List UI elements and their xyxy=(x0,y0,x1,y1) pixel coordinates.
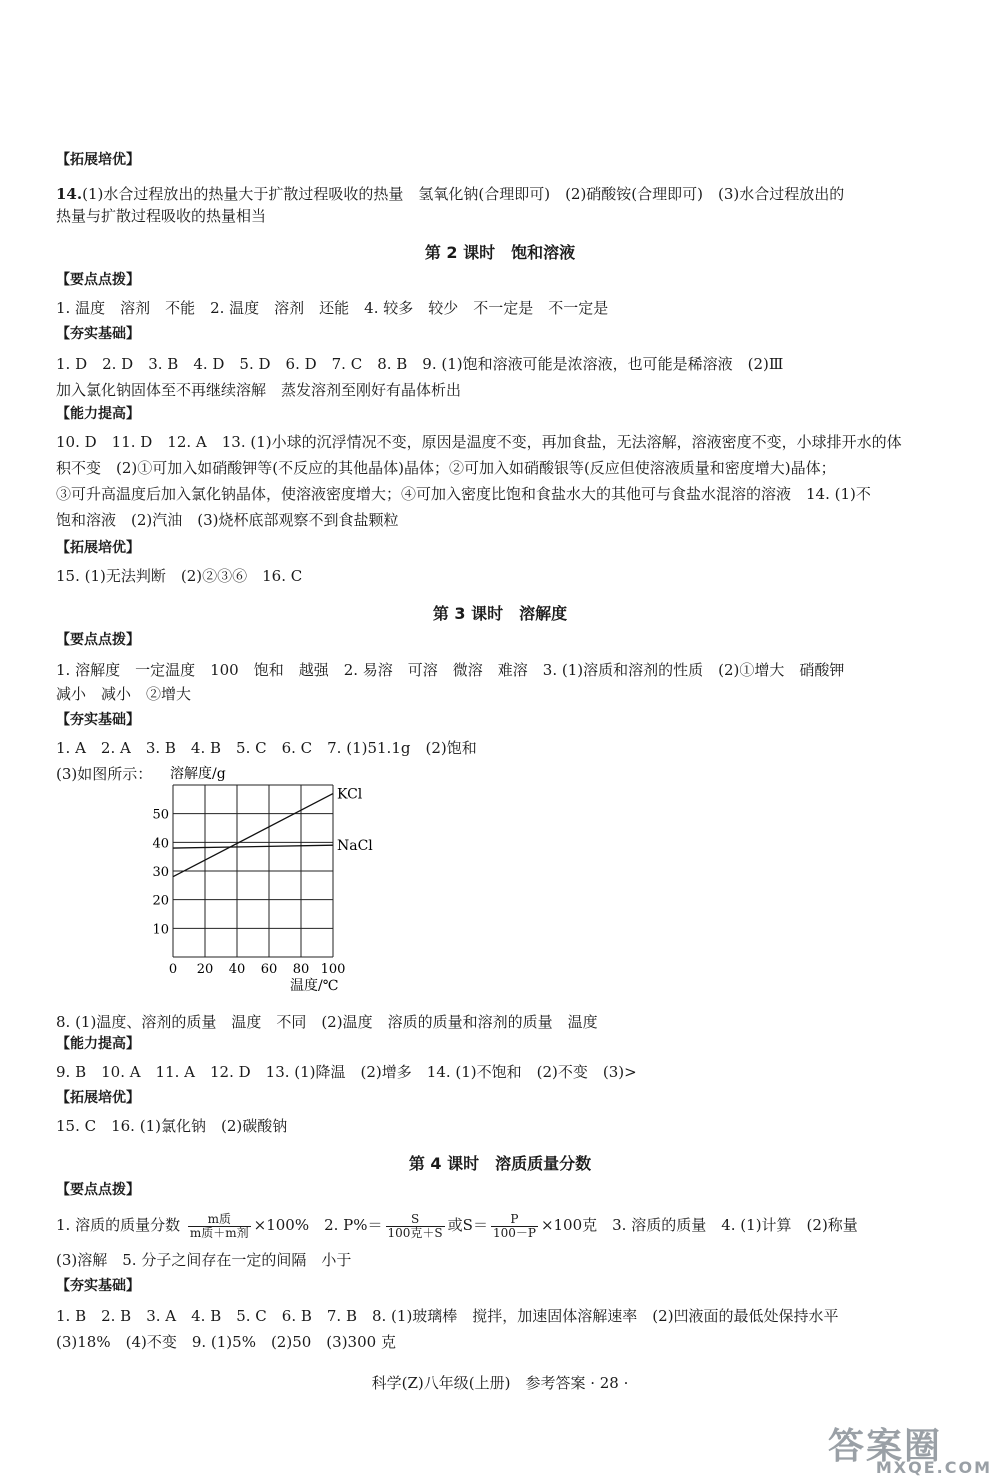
lesson-title: 第 2 课时 饱和溶液 xyxy=(424,243,576,262)
section-tag: 【要点点拨】 xyxy=(56,272,140,288)
lesson-title: 第 4 课时 溶质质量分数 xyxy=(408,1154,592,1173)
answer-line: 1. B 2. B 3. A 4. B 5. C 6. B 7. B 8. (1)玻璃棒 搅拌，加速固体溶解速率 (2)凹液面的最低处保持水平 xyxy=(56,1307,839,1325)
y-tick-label: 30 xyxy=(152,865,169,880)
answer-line: (3)如图所示： xyxy=(56,765,153,783)
fraction-denominator: m质＋m剂 xyxy=(189,1225,249,1240)
section-tag: 【拓展培优】 xyxy=(56,1090,140,1106)
watermark-url: MXQE.COM xyxy=(875,1458,992,1477)
percent-formula xyxy=(386,1213,445,1240)
watermark-text: 答案圈 xyxy=(828,1426,943,1467)
fraction-numerator: S xyxy=(386,1213,445,1227)
answer-line: 饱和溶液 (2)汽油 (3)烧杯底部观察不到食盐颗粒 xyxy=(56,511,399,529)
answer-line: 减小 减小 ②增大 xyxy=(56,685,192,703)
answer-line: (3)18% (4)不变 9. (1)5% (2)50 (3)300 克 xyxy=(56,1333,396,1351)
answer-line: 积不变 (2)①可加入如硝酸钾等(不反应的其他晶体)晶体；②可加入如硝酸银等(反应但使溶液质量和密度增大)晶体； xyxy=(56,459,836,477)
chart-ylabel: 溶解度/g xyxy=(170,766,226,782)
section-tag: 【要点点拨】 xyxy=(56,632,140,648)
series-line-kcl xyxy=(173,794,333,877)
answer-text: ×100% 2. P%＝ xyxy=(253,1216,383,1234)
answer-line: 1. D 2. D 3. B 4. D 5. D 6. D 7. C 8. B 9. (1)饱和溶液可能是浓溶液，也可能是稀溶液 (2)Ⅲ xyxy=(56,355,784,373)
answer-line: ③可升高温度后加入氯化钠晶体，使溶液密度增大；④可加入密度比饱和食盐水大的其他可与食盐水混溶的溶液 14. (1)不 xyxy=(56,485,871,503)
section-tag: 【拓展培优】 xyxy=(56,152,140,168)
section-tag: 【能力提高】 xyxy=(56,1036,140,1052)
series-line-nacl xyxy=(173,845,333,848)
section-tag: 【拓展培优】 xyxy=(56,540,140,556)
question-number: 14. xyxy=(56,185,83,203)
answer-line: 15. C 16. (1)氯化钠 (2)碳酸钠 xyxy=(56,1117,288,1135)
answer-line: 1. A 2. A 3. B 4. B 5. C 6. C 7. (1)51.1g (2)饱和 xyxy=(56,739,477,757)
y-tick-label: 40 xyxy=(152,836,169,852)
answer-line xyxy=(56,1210,858,1240)
solubility-formula xyxy=(491,1213,538,1240)
x-tick-label: 60 xyxy=(260,962,278,977)
mass-fraction-formula xyxy=(188,1213,251,1240)
answer-line: 8. (1)温度、溶剂的质量 温度 不同 (2)温度 溶质的质量和溶剂的质量 温度 xyxy=(56,1013,598,1031)
x-tick-label: 40 xyxy=(228,962,246,977)
fraction-numerator: m质 xyxy=(188,1213,251,1227)
chart-xlabel: 温度/℃ xyxy=(290,978,339,994)
answer-text: ×100克 3. 溶质的质量 4. (1)计算 (2)称量 xyxy=(540,1216,858,1234)
page-footer: 科学(Z)八年级(上册) 参考答案 · 28 · xyxy=(371,1374,629,1392)
answer-line: 加入氯化钠固体至不再继续溶解 蒸发溶剂至刚好有晶体析出 xyxy=(56,381,462,399)
answer-line: 1. 溶解度 一定温度 100 饱和 越强 2. 易溶 可溶 微溶 难溶 3. (1)溶质和溶剂的性质 (2)①增大 硝酸钾 xyxy=(56,661,845,679)
answer-line: 9. B 10. A 11. A 12. D 13. (1)降温 (2)增多 14. (1)不饱和 (2)不变 (3)> xyxy=(56,1063,637,1081)
y-tick-label: 10 xyxy=(152,922,169,938)
fraction-denominator: 100－P xyxy=(492,1225,536,1240)
x-tick-label: 0 xyxy=(168,962,178,977)
x-tick-label: 100 xyxy=(320,962,346,977)
answer-line: 15. (1)无法判断 (2)②③⑥ 16. C xyxy=(56,567,303,585)
watermark-logo xyxy=(826,1418,996,1478)
answer-line: 10. D 11. D 12. A 13. (1)小球的沉浮情况不变，原因是温度不变，再加食盐，无法溶解，溶液密度不变，小球排开水的体 xyxy=(56,433,902,451)
fraction-numerator: P xyxy=(491,1213,538,1227)
answer-line: 热量与扩散过程吸收的热量相当 xyxy=(56,207,267,225)
series-label-nacl: NaCl xyxy=(337,838,373,855)
answer-text: (1)水合过程放出的热量大于扩散过程吸收的热量 氢氧化钠(合理即可) (2)硝酸铵(合理即可) (3)水合过程放出的 xyxy=(82,185,845,203)
section-tag: 【能力提高】 xyxy=(56,406,140,422)
section-tag: 【夯实基础】 xyxy=(56,326,140,342)
section-tag: 【夯实基础】 xyxy=(56,712,140,728)
y-tick-label: 50 xyxy=(152,807,169,823)
x-tick-label: 80 xyxy=(292,962,310,977)
lesson-title: 第 3 课时 溶解度 xyxy=(432,604,568,623)
answer-text: 或S＝ xyxy=(447,1216,488,1234)
answer-line: (3)溶解 5. 分子之间存在一定的间隔 小于 xyxy=(56,1251,352,1269)
section-tag: 【夯实基础】 xyxy=(56,1278,140,1294)
answer-line xyxy=(56,184,844,204)
solubility-chart xyxy=(140,758,560,998)
x-tick-label: 20 xyxy=(196,962,214,977)
answer-line: 1. 温度 溶剂 不能 2. 温度 溶剂 还能 4. 较多 较少 不一定是 不一定是 xyxy=(56,299,609,317)
section-tag: 【要点点拨】 xyxy=(56,1182,140,1198)
fraction-denominator: 100克＋S xyxy=(387,1225,443,1240)
answer-text: 1. 溶质的质量分数 xyxy=(56,1216,181,1234)
y-tick-label: 20 xyxy=(152,893,169,909)
series-label-kcl: KCl xyxy=(337,786,363,803)
